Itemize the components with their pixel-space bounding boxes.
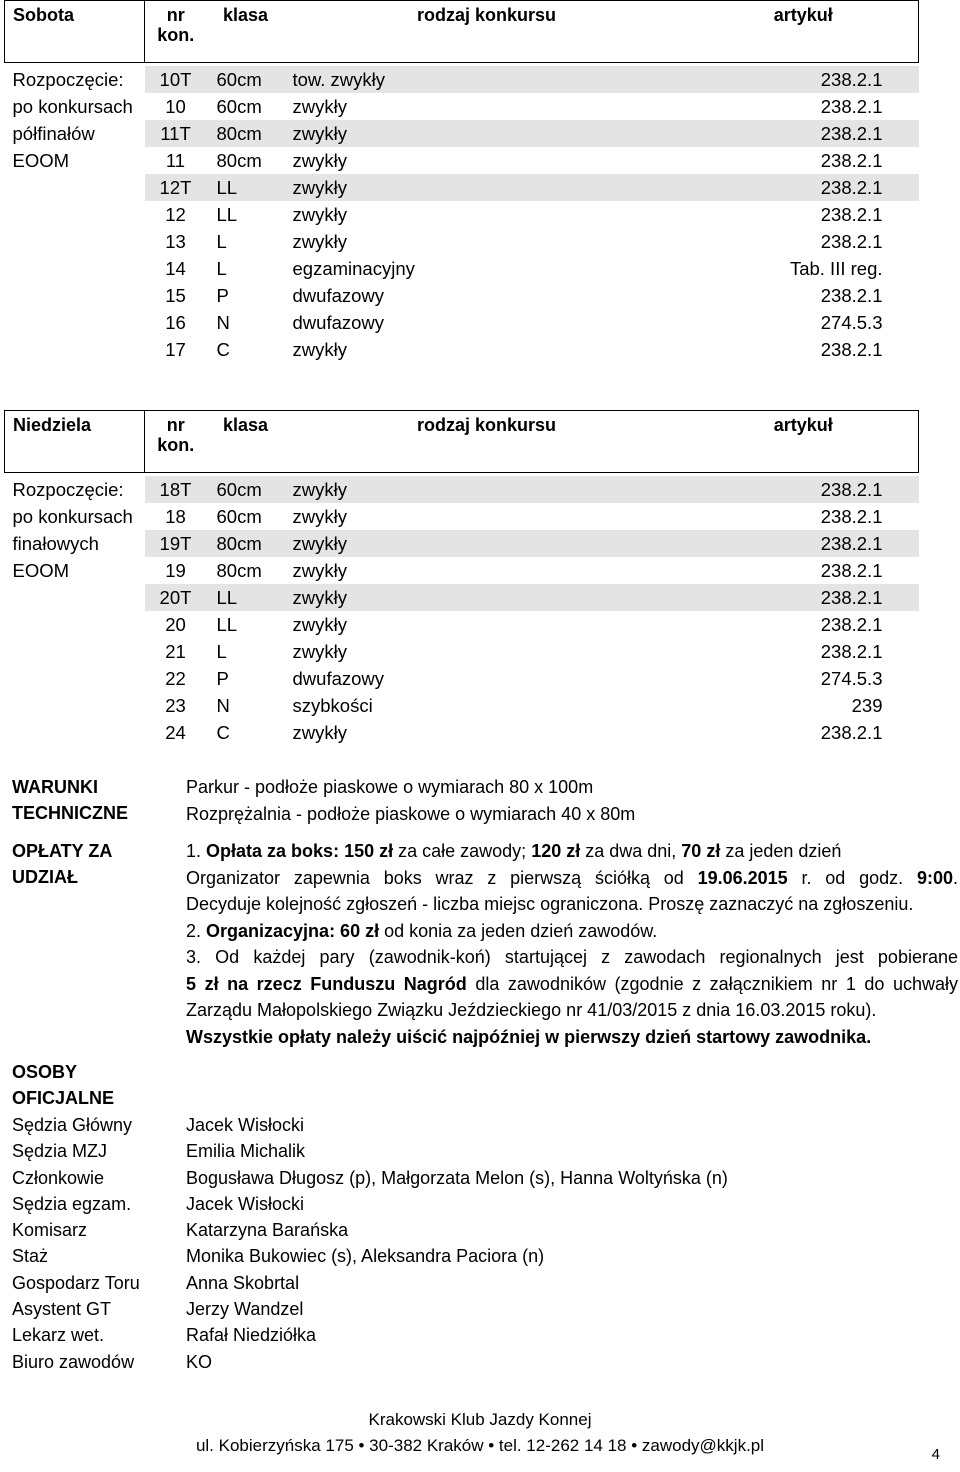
cell-nr: 10 <box>165 95 186 117</box>
klasa-header: klasa <box>207 1 285 63</box>
cell-rodzaj: egzaminacyjny <box>292 257 415 279</box>
cell-rodzaj: szybkości <box>292 694 373 716</box>
footer-org: Krakowski Klub Jazdy Konnej <box>368 1410 592 1429</box>
official-role: Biuro zawodów <box>12 1351 135 1372</box>
table-row <box>5 120 919 147</box>
cell-klasa: P <box>216 667 229 689</box>
cell-klasa: C <box>216 338 230 360</box>
cell-klasa: LL <box>207 174 285 201</box>
official-role: Członkowie <box>12 1167 105 1188</box>
footer-address: ul. Kobierzyńska 175 • 30-382 Kraków • tel. 12-262 14 18 • zawody@kkjk.pl <box>195 1436 765 1455</box>
cell-rodzaj: zwykły <box>285 584 689 611</box>
cell-rodzaj: zwykły <box>292 230 347 252</box>
fee-fund-line-1: 3. Od każdej pary (zawodnik-koń) startującej z zawodach regionalnych jest pobierane <box>186 947 958 967</box>
page-number: 4 <box>931 1446 940 1463</box>
fee-org-line: 2. Organizacyjna: 60 zł od konia za jeden dzień zawodów. <box>186 920 658 941</box>
artykul-header: artykuł <box>689 411 919 473</box>
cell-nr: 24 <box>165 721 186 743</box>
official-role: Staż <box>12 1246 49 1267</box>
cell-rodzaj: dwufazowy <box>292 284 385 306</box>
official-name: Bogusława Długosz (p), Małgorzata Melon (s), Hanna Woltyńska (n) <box>186 1167 728 1188</box>
cell-rodzaj: zwykły <box>292 338 347 360</box>
cell-rodzaj: zwykły <box>292 613 347 635</box>
cell-klasa: 60cm <box>207 66 285 93</box>
cell-nr: 23 <box>165 694 186 716</box>
cell-nr: 16 <box>165 311 186 333</box>
klasa-header: klasa <box>207 411 285 473</box>
nr-kon-header: nr kon. <box>145 1 207 63</box>
cell-nr: 22 <box>165 667 186 689</box>
saturday-schedule-table <box>4 0 919 363</box>
table-row <box>5 66 919 93</box>
cell-klasa: LL <box>216 203 238 225</box>
side-note: EOOM <box>12 149 70 171</box>
rodzaj-header: rodzaj konkursu <box>285 411 689 473</box>
table-row <box>5 336 919 363</box>
cell-rodzaj: zwykły <box>285 174 689 201</box>
cell-rodzaj: dwufazowy <box>292 667 385 689</box>
cell-rodzaj: zwykły <box>292 559 347 581</box>
cell-nr: 17 <box>165 338 186 360</box>
cell-klasa: 60cm <box>216 95 262 117</box>
cell-klasa: LL <box>207 584 285 611</box>
cell-klasa: C <box>216 721 230 743</box>
cell-nr: 21 <box>165 640 186 662</box>
table-row <box>5 503 919 530</box>
cell-klasa: N <box>216 694 230 716</box>
side-note: finałowych <box>12 532 99 554</box>
official-role: Lekarz wet. <box>12 1325 105 1346</box>
table-row <box>5 282 919 309</box>
table-row <box>5 584 919 611</box>
nr-kon-header: nr kon. <box>145 411 207 473</box>
cell-klasa: N <box>216 311 230 333</box>
table-row <box>5 201 919 228</box>
cell-nr: 19T <box>145 530 207 557</box>
official-name: Jacek Wisłocki <box>186 1193 305 1214</box>
fee-deadline: Wszystkie opłaty należy uiścić najpóźniej w pierwszy dzień startowy zawodnika. <box>186 1026 872 1047</box>
cell-artykul: 274.5.3 <box>820 667 883 689</box>
official-name: Jacek Wisłocki <box>186 1115 305 1135</box>
cell-rodzaj: zwykły <box>285 476 689 503</box>
table-row <box>5 174 919 201</box>
cell-artykul: 238.2.1 <box>820 505 883 527</box>
table-row <box>5 530 919 557</box>
footer <box>0 1407 960 1459</box>
side-note: po konkursach <box>12 505 133 527</box>
cell-artykul: 238.2.1 <box>820 284 883 306</box>
cell-klasa: 80cm <box>207 120 285 147</box>
side-note: po konkursach <box>12 95 133 117</box>
side-note: EOOM <box>12 559 70 581</box>
cell-nr: 19 <box>165 559 186 581</box>
cell-artykul: 238.2.1 <box>820 640 883 662</box>
table-row <box>5 611 919 638</box>
fee-boks-line: 1. Opłata za boks: 150 zł za całe zawody; 120 zł za dwa dni, 70 zł za jeden dzień <box>186 841 842 861</box>
official-name: Katarzyna Barańska <box>186 1220 349 1241</box>
officials-names <box>186 1112 728 1375</box>
sunday-schedule-table <box>4 410 919 746</box>
official-role: Sędzia egzam. <box>12 1193 132 1214</box>
official-role: Sędzia Główny <box>12 1115 133 1135</box>
cell-klasa: LL <box>216 613 238 635</box>
cell-nr: 15 <box>165 284 186 306</box>
cell-artykul: 238.2.1 <box>820 559 883 581</box>
oplaty-title: OPŁATY ZA UDZIAŁ <box>12 841 113 887</box>
cell-artykul: 238.2.1 <box>820 338 883 360</box>
official-role: Sędzia MZJ <box>12 1141 108 1162</box>
cell-nr: 10T <box>145 66 207 93</box>
cell-artykul: 238.2.1 <box>820 721 883 743</box>
cell-klasa: 80cm <box>207 530 285 557</box>
cell-artykul: Tab. III reg. <box>789 257 883 279</box>
side-note: Rozpoczęcie: <box>12 68 124 90</box>
day-label: Sobota <box>5 1 145 63</box>
rodzaj-header: rodzaj konkursu <box>285 1 689 63</box>
oplaty-text <box>186 838 958 1050</box>
cell-klasa: P <box>216 284 229 306</box>
fee-fund-line-3: Zarządu Małopolskiego Związku Jeździeckiego nr 41/03/2015 z dnia 16.03.2015 roku). <box>186 1000 877 1020</box>
cell-artykul: 238.2.1 <box>689 476 919 503</box>
cell-rodzaj: zwykły <box>285 120 689 147</box>
fee-fund-line-2: 5 zł na rzecz Funduszu Nagród dla zawodników (zgodnie z załącznikiem nr 1 do uchwały <box>186 973 958 994</box>
cell-artykul: 238.2.1 <box>689 584 919 611</box>
cell-artykul: 238.2.1 <box>689 66 919 93</box>
fee-boks-info: Organizator zapewnia boks wraz z pierwszą ściółką od 19.06.2015 r. od godz. 9:00. <box>186 867 958 888</box>
official-name: Jerzy Wandzel <box>186 1299 304 1320</box>
cell-nr: 11 <box>165 149 186 171</box>
cell-artykul: 238.2.1 <box>689 174 919 201</box>
official-name: Rafał Niedziółka <box>186 1325 317 1346</box>
cell-nr: 18T <box>145 476 207 503</box>
table-row <box>5 692 919 719</box>
cell-nr: 12T <box>145 174 207 201</box>
cell-klasa: 60cm <box>207 476 285 503</box>
warunki-text: Parkur - podłoże piaskowe o wymiarach 80 x 100m Rozprężalnia - podłoże piaskowe o wymiarach 40 x 80m <box>186 777 636 824</box>
cell-artykul: 239 <box>851 694 883 716</box>
cell-rodzaj: zwykły <box>292 505 347 527</box>
cell-artykul: 238.2.1 <box>689 120 919 147</box>
cell-artykul: 238.2.1 <box>820 230 883 252</box>
table-row <box>5 228 919 255</box>
cell-klasa: 80cm <box>216 149 262 171</box>
official-name: KO <box>186 1351 213 1372</box>
cell-rodzaj: tow. zwykły <box>285 66 689 93</box>
cell-artykul: 238.2.1 <box>820 613 883 635</box>
fee-boks-note: Decyduje kolejność zgłoszeń - liczba miejsc ograniczona. Proszę zaznaczyć na zgłoszeniu. <box>186 894 914 914</box>
day-label: Niedziela <box>5 411 145 473</box>
cell-rodzaj: zwykły <box>292 640 347 662</box>
table-row <box>5 638 919 665</box>
cell-rodzaj: zwykły <box>292 203 347 225</box>
cell-artykul: 238.2.1 <box>820 203 883 225</box>
table-row <box>5 255 919 282</box>
warunki-title: WARUNKI TECHNICZNE <box>12 777 128 823</box>
cell-nr: 20T <box>145 584 207 611</box>
table-row <box>5 665 919 692</box>
officials-roles <box>12 1112 140 1375</box>
official-name: Anna Skobrtal <box>186 1272 300 1293</box>
official-name: Emilia Michalik <box>186 1141 306 1162</box>
cell-artykul: 274.5.3 <box>820 311 883 333</box>
cell-rodzaj: dwufazowy <box>292 311 385 333</box>
cell-klasa: L <box>216 257 227 279</box>
cell-nr: 14 <box>165 257 186 279</box>
official-role: Asystent GT <box>12 1299 112 1320</box>
cell-rodzaj: zwykły <box>292 95 347 117</box>
cell-klasa: 80cm <box>216 559 262 581</box>
cell-artykul: 238.2.1 <box>689 530 919 557</box>
cell-artykul: 238.2.1 <box>820 149 883 171</box>
cell-nr: 12 <box>165 203 186 225</box>
cell-klasa: 60cm <box>216 505 262 527</box>
artykul-header: artykuł <box>689 1 919 63</box>
side-note: półfinałów <box>12 122 95 144</box>
table-row <box>5 309 919 336</box>
table-row <box>5 557 919 584</box>
cell-klasa: L <box>216 230 227 252</box>
cell-nr: 20 <box>165 613 186 635</box>
official-role: Gospodarz Toru <box>12 1272 140 1293</box>
official-name: Monika Bukowiec (s), Aleksandra Paciora (n) <box>186 1246 545 1267</box>
table-row <box>5 93 919 120</box>
osoby-title: OSOBY OFICJALNE <box>12 1062 115 1108</box>
cell-rodzaj: zwykły <box>292 149 347 171</box>
cell-artykul: 238.2.1 <box>820 95 883 117</box>
cell-rodzaj: zwykły <box>292 721 347 743</box>
saturday-header-row <box>5 1 919 63</box>
cell-nr: 18 <box>165 505 186 527</box>
official-role: Komisarz <box>12 1220 88 1241</box>
cell-klasa: L <box>216 640 227 662</box>
side-note: Rozpoczęcie: <box>12 478 124 500</box>
sunday-header-row <box>5 411 919 473</box>
cell-nr: 13 <box>165 230 186 252</box>
table-row <box>5 147 919 174</box>
cell-nr: 11T <box>145 120 207 147</box>
cell-rodzaj: zwykły <box>285 530 689 557</box>
table-row <box>5 476 919 503</box>
table-row <box>5 719 919 746</box>
